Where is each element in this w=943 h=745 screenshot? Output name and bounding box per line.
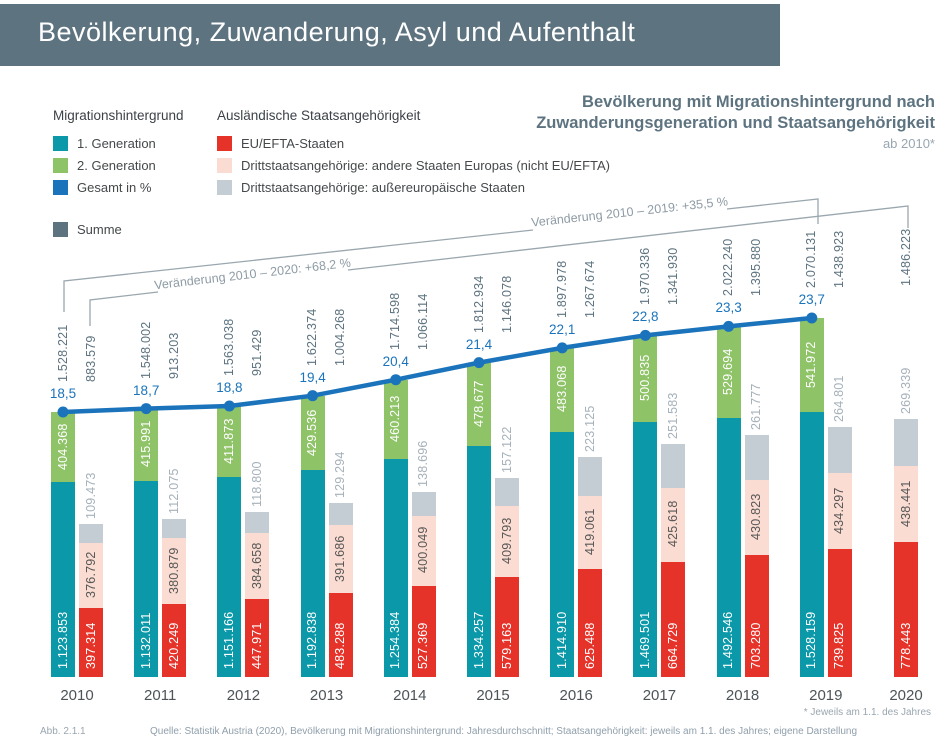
value-label-dritt-europa: 430.823	[749, 493, 764, 541]
total-label-migration: 2.022.240	[721, 238, 736, 297]
legend-staatsangehoerigkeit	[217, 108, 610, 202]
value-label-dritt-europa: 391.686	[333, 535, 348, 582]
total-label-citizenship: 1.146.078	[499, 275, 514, 333]
value-label-dritt-europa: 438.441	[898, 480, 913, 527]
value-label-gen1: 1.254.384	[388, 611, 403, 669]
legend-group2-title: Ausländische Staatsangehörigkeit	[217, 108, 421, 123]
value-label-eu-efta: 447.971	[249, 622, 264, 669]
legend-label-dritt-aussereuropa: Drittstaatsangehörige: außereuropäische Staaten	[241, 180, 526, 195]
year-label: 2015	[476, 687, 510, 704]
bracket-line-2010-2020	[90, 206, 908, 326]
total-label-migration: 1.714.598	[388, 292, 403, 350]
year-label: 2016	[559, 687, 593, 704]
value-label-dritt-aussereuropa: 157.122	[499, 426, 514, 474]
gesamt-percent-label: 22,1	[549, 321, 576, 337]
value-label-eu-efta: 527.369	[416, 622, 431, 669]
total-label-migration: 1.970.336	[637, 247, 652, 306]
figure-number: Abb. 2.1.1	[40, 726, 86, 737]
chart-title-line1: Bevölkerung mit Migrationshintergrund nach	[582, 93, 935, 111]
year-label: 2018	[725, 687, 760, 704]
total-label-citizenship: 913.203	[166, 331, 181, 379]
bar-dritt-aussereuropa-segment	[79, 524, 103, 543]
total-label-citizenship: 1.438.923	[832, 230, 847, 289]
year-label: 2010	[60, 687, 94, 704]
bar-dritt-aussereuropa-segment	[245, 512, 269, 533]
total-label-migration: 2.070.131	[804, 230, 819, 289]
swatch-eu-efta	[217, 136, 232, 151]
value-label-gen1: 1.414.910	[554, 611, 569, 669]
swatch-gen1	[53, 136, 68, 151]
value-label-gen1: 1.528.159	[804, 611, 819, 669]
value-label-gen2: 415.991	[138, 420, 153, 468]
value-label-gen2: 483.068	[554, 365, 569, 413]
value-label-gen1: 1.469.501	[637, 611, 652, 669]
gesamt-percent-label: 19,4	[299, 369, 326, 385]
total-label-migration: 1.897.978	[554, 260, 569, 318]
value-label-gen2: 404.368	[55, 423, 70, 470]
legend-migrationshintergrund	[53, 108, 184, 202]
value-label-gen2: 541.972	[804, 341, 819, 388]
total-label-citizenship: 1.341.930	[665, 247, 680, 306]
page-title: Bevölkerung, Zuwanderung, Asyl und Aufenthalt	[38, 17, 636, 47]
swatch-dritt-aussereuropa	[217, 180, 232, 195]
legend-item-dritt-europa	[217, 158, 610, 173]
value-label-eu-efta: 778.443	[898, 622, 913, 669]
value-label-dritt-europa: 425.618	[665, 500, 680, 548]
value-label-gen1: 1.132.011	[138, 612, 153, 669]
legend-item-gen1	[53, 136, 184, 151]
gesamt-percent-label: 18,8	[216, 379, 243, 395]
total-label-migration: 1.622.374	[305, 308, 320, 366]
value-label-gen2: 500.835	[637, 354, 652, 402]
value-label-dritt-aussereuropa: 109.473	[83, 472, 98, 519]
legend-label-gen2: 2. Generation	[77, 158, 156, 173]
page-header	[0, 4, 780, 66]
total-label-citizenship: 1.267.674	[582, 260, 597, 318]
value-label-eu-efta: 420.249	[166, 622, 181, 669]
bar-dritt-aussereuropa-segment	[894, 419, 918, 466]
gesamt-percent-label: 18,7	[133, 382, 160, 398]
total-label-citizenship: 1.004.268	[333, 308, 348, 366]
legend-item-gen2	[53, 158, 184, 173]
value-label-eu-efta: 739.825	[832, 622, 847, 669]
total-label-citizenship: 1.486.223	[898, 228, 913, 286]
total-label-migration: 1.563.038	[221, 318, 236, 376]
value-label-eu-efta: 579.163	[499, 622, 514, 669]
bar-dritt-aussereuropa-segment	[745, 435, 769, 480]
value-label-eu-efta: 664.729	[665, 622, 680, 669]
bar-dritt-aussereuropa-segment	[828, 427, 852, 473]
total-label-migration: 1.528.221	[55, 324, 70, 382]
legend-label-summe: Summe	[77, 222, 122, 237]
bracket-line-2010-2019	[64, 199, 818, 312]
legend-item-eu-efta	[217, 136, 610, 151]
value-label-eu-efta: 483.288	[333, 622, 348, 669]
value-label-gen1: 1.151.166	[221, 611, 236, 669]
value-label-dritt-aussereuropa: 112.075	[166, 467, 181, 514]
total-label-migration: 1.812.934	[471, 275, 486, 333]
footnote: * Jeweils am 1.1. des Jahres	[803, 707, 931, 718]
value-label-gen2: 460.213	[388, 395, 403, 443]
legend-item-summe	[53, 222, 122, 237]
value-label-dritt-aussereuropa: 251.583	[665, 392, 680, 440]
swatch-dritt-europa	[217, 158, 232, 173]
swatch-gesamt	[53, 180, 68, 195]
value-label-dritt-europa: 434.297	[832, 487, 847, 534]
value-label-dritt-aussereuropa: 264.801	[832, 375, 847, 423]
legend-item-gesamt	[53, 180, 184, 195]
chart-title-line2: Zuwanderungsgeneration und Staatsangehörigkeit	[536, 114, 935, 132]
gesamt-percent-label: 23,7	[798, 292, 825, 308]
value-label-dritt-europa: 380.879	[166, 547, 181, 594]
legend-label-dritt-europa: Drittstaatsangehörige: andere Staaten Europas (nicht EU/EFTA)	[241, 158, 611, 173]
value-label-gen1: 1.334.257	[471, 611, 486, 669]
value-label-eu-efta: 397.314	[83, 622, 98, 669]
source-line: Quelle: Statistik Austria (2020), Bevölkerung mit Migrationshintergrund: Jahresdurchschnitt; Staatsangehörigkeit: jeweils am 1.1. des Jahres; eigene Darstellung	[150, 726, 858, 737]
value-label-dritt-aussereuropa: 118.800	[249, 461, 264, 508]
value-label-dritt-aussereuropa: 129.294	[333, 451, 348, 498]
total-label-citizenship: 951.429	[249, 329, 264, 376]
value-label-dritt-aussereuropa: 269.339	[898, 367, 913, 415]
swatch-gen2	[53, 158, 68, 173]
bar-dritt-aussereuropa-segment	[578, 457, 602, 496]
bar-dritt-aussereuropa-segment	[495, 478, 519, 505]
value-label-dritt-europa: 409.793	[499, 517, 514, 564]
value-label-dritt-aussereuropa: 138.696	[416, 440, 431, 488]
annotation-change-2010-2019: Veränderung 2010 – 2019: +35,5 %	[530, 194, 729, 230]
year-label: 2019	[809, 687, 843, 704]
value-label-dritt-aussereuropa: 223.125	[582, 405, 597, 453]
legend-label-gen1: 1. Generation	[77, 136, 156, 151]
value-label-dritt-aussereuropa: 261.777	[749, 383, 764, 430]
value-label-gen1: 1.123.853	[55, 611, 70, 669]
year-label: 2020	[889, 687, 923, 704]
gesamt-percent-label: 20,4	[382, 353, 409, 369]
value-label-dritt-europa: 376.792	[83, 551, 98, 599]
legend-label-eu-efta: EU/EFTA-Staaten	[241, 136, 345, 151]
value-label-gen1: 1.192.838	[305, 611, 320, 669]
value-label-gen2: 411.873	[221, 418, 236, 465]
gesamt-percent-label: 21,4	[465, 336, 493, 352]
total-label-migration: 1.548.002	[138, 321, 153, 379]
value-label-gen2: 478.677	[471, 380, 486, 427]
year-label: 2017	[642, 687, 677, 704]
gesamt-percent-label: 18,5	[49, 386, 77, 401]
value-label-gen1: 1.492.546	[721, 611, 736, 669]
total-label-citizenship: 1.066.114	[416, 293, 431, 350]
total-label-citizenship: 883.579	[83, 335, 98, 382]
year-label: 2011	[144, 687, 177, 704]
year-label: 2014	[393, 687, 427, 704]
bar-dritt-aussereuropa-segment	[329, 503, 353, 525]
value-label-dritt-europa: 384.658	[249, 541, 264, 589]
year-label: 2012	[226, 687, 261, 704]
bar-dritt-aussereuropa-segment	[661, 444, 685, 488]
legend-group1-title: Migrationshintergrund	[53, 108, 184, 123]
gesamt-percent-label: 22,8	[632, 309, 659, 325]
value-label-dritt-europa: 400.049	[416, 526, 431, 574]
value-label-dritt-europa: 419.061	[582, 508, 597, 555]
annotation-change-2010-2020: Veränderung 2010 – 2020: +68,2 %	[153, 255, 352, 293]
legend-item-dritt-aussereuropa	[217, 180, 610, 195]
chart-title-suffix: ab 2010*	[882, 136, 935, 151]
value-label-gen2: 429.536	[305, 408, 320, 456]
swatch-summe	[53, 222, 68, 237]
value-label-gen2: 529.694	[721, 348, 736, 395]
bar-dritt-aussereuropa-segment	[162, 519, 186, 538]
year-label: 2013	[309, 687, 344, 704]
gesamt-percent-label: 23,3	[715, 300, 742, 316]
value-label-eu-efta: 703.280	[749, 622, 764, 669]
total-label-citizenship: 1.395.880	[749, 238, 764, 297]
value-label-eu-efta: 625.488	[582, 622, 597, 669]
bar-dritt-aussereuropa-segment	[412, 492, 436, 516]
legend-label-gesamt: Gesamt in %	[77, 180, 152, 195]
